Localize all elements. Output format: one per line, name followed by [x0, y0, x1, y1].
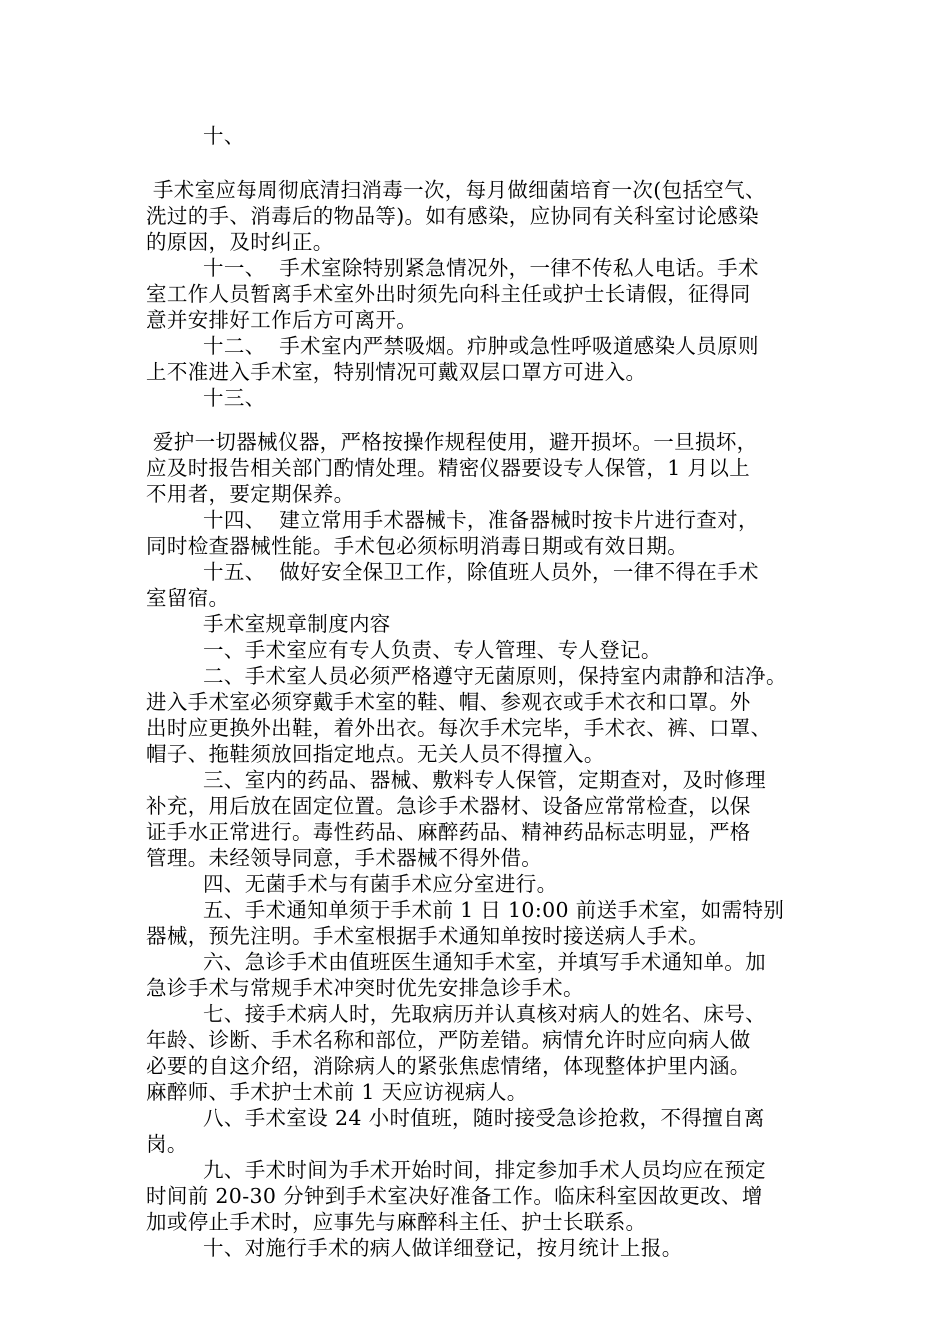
text-line: 上不准进入手术室，特别情况可戴双层口罩方可进入。 — [146, 360, 647, 384]
text-line: 证手水正常进行。毒性药品、麻醉药品、精神药品标志明显，严格 — [146, 820, 751, 844]
rule-2: 二、手术室人员必须严格遵守无菌原则，保持室内肃静和洁净。 — [203, 664, 787, 688]
rule-7: 七、接手术病人时，先取病历并认真核对病人的姓名、床号、 — [203, 1002, 766, 1026]
clause-13-number: 十三、 — [203, 386, 266, 410]
text-line: 必要的自这介绍，消除病人的紧张焦虑情绪，体现整体护里内涵。 — [146, 1054, 751, 1078]
rule-4: 四、无菌手术与有菌手术应分室进行。 — [203, 872, 558, 896]
rule-9: 九、手术时间为手术开始时间，排定参加手术人员均应在预定 — [203, 1158, 766, 1182]
text-line: 时间前 20-30 分钟到手术室决好准备工作。临床科室因故更改、增 — [146, 1184, 763, 1208]
rule-8: 八、手术室设 24 小时值班，随时接受急诊抢救，不得擅自离 — [203, 1106, 765, 1130]
text-line: 不用者，要定期保养。 — [146, 482, 355, 506]
text-line: 室工作人员暂离手术室外出时须先向科主任或护士长请假，征得同 — [146, 282, 751, 306]
rule-6: 六、急诊手术由值班医生通知手术室，并填写手术通知单。加 — [203, 950, 766, 974]
clause-12: 十二、 手术室内严禁吸烟。疖肿或急性呼吸道感染人员原则 — [203, 334, 759, 358]
text-line: 管理。未经领导同意，手术器械不得外借。 — [146, 846, 543, 870]
text-line: 爱护一切器械仪器，严格按操作规程使用，避开损坏。一旦损坏， — [146, 430, 758, 454]
text-line: 出时应更换外出鞋，着外出衣。每次手术完毕，手术衣、裤、口罩、 — [146, 716, 772, 740]
rule-1: 一、手术室应有专人负责、专人管理、专人登记。 — [203, 638, 662, 662]
text-line: 意并安排好工作后方可离开。 — [146, 308, 418, 332]
rule-5: 五、手术通知单须于手术前 1 日 10:00 前送手术室，如需特别 — [203, 898, 785, 922]
rule-3: 三、室内的药品、器械、敷料专人保管，定期查对，及时修理 — [203, 768, 766, 792]
clause-15: 十五、 做好安全保卫工作，除值班人员外，一律不得在手术 — [203, 560, 759, 584]
text-line: 麻醉师、手术护士术前 1 天应访视病人。 — [146, 1080, 528, 1104]
text-line: 同时检查器械性能。手术包必须标明消毒日期或有效日期。 — [146, 534, 689, 558]
text-line: 岗。 — [146, 1132, 188, 1156]
text-line: 手术室应每周彻底清扫消毒一次，每月做细菌培育一次(包括空气、 — [146, 178, 766, 202]
text-line: 急诊手术与常规手术冲突时优先安排急诊手术。 — [146, 976, 584, 1000]
text-line: 年龄、诊断、手术名称和部位，严防差错。病情允许时应向病人做 — [146, 1028, 751, 1052]
text-line: 应及时报告相关部门酌情处理。精密仪器要设专人保管，1 月以上 — [146, 456, 751, 480]
clause-10-number: 十、 — [203, 124, 245, 148]
text-line: 洗过的手、消毒后的物品等)。如有感染，应协同有关科室讨论感染 — [146, 204, 759, 228]
text-line: 补充，用后放在固定位置。急诊手术器材、设备应常常检查，以保 — [146, 794, 751, 818]
text-line: 室留宿。 — [146, 586, 230, 610]
clause-14: 十四、 建立常用手术器械卡，准备器械时按卡片进行查对， — [203, 508, 759, 532]
text-line: 进入手术室必须穿戴手术室的鞋、帽、参观衣或手术衣和口罩。外 — [146, 690, 751, 714]
text-line: 的原因，及时纠正。 — [146, 230, 334, 254]
text-line: 器械，预先注明。手术室根据手术通知单按时接送病人手术。 — [146, 924, 709, 948]
text-line: 加或停止手术时，应事先与麻醉科主任、护士长联系。 — [146, 1210, 647, 1234]
section-heading: 手术室规章制度内容 — [203, 612, 391, 636]
clause-11: 十一、 手术室除特别紧急情况外，一律不传私人电话。手术 — [203, 256, 759, 280]
rule-10: 十、对施行手术的病人做详细登记，按月统计上报。 — [203, 1236, 683, 1260]
text-line: 帽子、拖鞋须放回指定地点。无关人员不得擅入。 — [146, 742, 605, 766]
